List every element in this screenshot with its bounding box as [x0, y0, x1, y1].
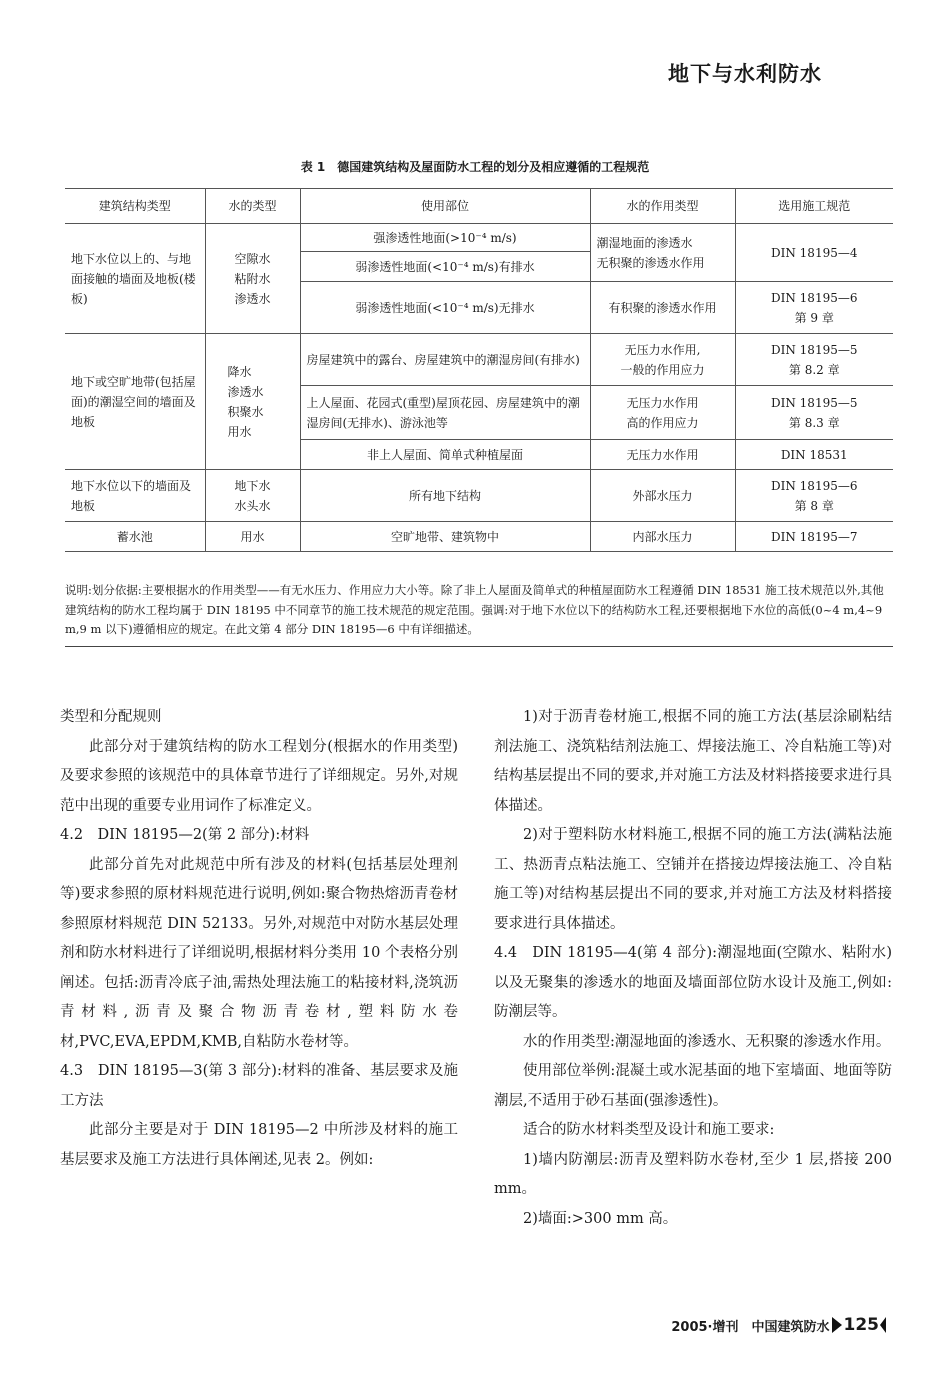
cell-water: 地下水 水头水 [205, 470, 300, 522]
cell-use: 空旷地带、建筑物中 [300, 522, 590, 552]
paragraph: 此部分首先对此规范中所有涉及的材料(包括基层处理剂等)要求参照的原材料规范进行说明,例如:聚合物热熔沥青卷材参照原材料规范 DIN 52133。另外,对规范中对防水基层处理剂和防水材料进行了详细说明,根据材料分类用 10 个表格分别阐述。包括:沥青冷底子油,需热处理法施工的粘接材料,浇筑沥青材料,沥青及聚合物沥青卷材,塑料防水卷材,PVC,EVA,EPDM,KMB,自粘防水卷材等。 [60, 856, 458, 1050]
table-row [65, 470, 893, 522]
left-column [60, 703, 458, 1175]
cell-effect: 无压力水作用 高的作用应力 [590, 386, 735, 440]
cell-effect: 潮湿地面的渗透水 无积聚的渗透水作用 [590, 224, 735, 282]
section-heading: 4.4 DIN 18195—4(第 4 部分):潮湿地面(空隙水、粘附水)以及无聚集的渗透水的地面及墙面部位防水设计及施工,例如:防潮层等。 [494, 945, 892, 1020]
section-heading: 4.2 DIN 18195—2(第 2 部分):材料 [60, 827, 310, 843]
paragraph: 此部分主要是对于 DIN 18195—2 中所涉及材料的施工基层要求及施工方法进行具体阐述,见表 2。例如: [60, 1122, 458, 1168]
cell-water: 用水 [205, 522, 300, 552]
triangle-right-icon [832, 1317, 842, 1333]
cell-spec: DIN 18195—4 [735, 224, 893, 282]
cell-use: 非上人屋面、简单式种植屋面 [300, 440, 590, 470]
page-footer [671, 1315, 886, 1335]
cell-use: 所有地下结构 [300, 470, 590, 522]
journal-name: 2005·增刊 中国建筑防水 [671, 1319, 830, 1335]
paragraph: 适合的防水材料类型及设计和施工要求: [523, 1122, 775, 1138]
standards-table [65, 188, 893, 552]
cell-use: 弱渗透性地面(<10⁻⁴ m/s)无排水 [300, 282, 590, 334]
page-number: 125 [843, 1315, 879, 1335]
cell-structure: 蓄水池 [65, 522, 205, 552]
cell-spec: DIN 18195—5 第 8.3 章 [735, 386, 893, 440]
cell-effect: 有积聚的渗透水作用 [590, 282, 735, 334]
cell-spec: DIN 18195—6 第 8 章 [735, 470, 893, 522]
section-heading: 4.3 DIN 18195—3(第 3 部分):材料的准备、基层要求及施工方法 [60, 1063, 458, 1109]
cell-spec: DIN 18531 [735, 440, 893, 470]
table-row [65, 334, 893, 386]
right-column [494, 703, 892, 1234]
page-header-title: 地下与水利防水 [668, 62, 822, 86]
cell-effect: 外部水压力 [590, 470, 735, 522]
header-use: 使用部位 [300, 189, 590, 224]
cell-use: 强渗透性地面(>10⁻⁴ m/s) [300, 224, 590, 252]
triangle-left-icon [880, 1317, 886, 1333]
header-spec: 选用施工规范 [735, 189, 893, 224]
table-row [65, 522, 893, 552]
table-caption: 表 1 德国建筑结构及屋面防水工程的划分及相应遵循的工程规范 [300, 160, 650, 174]
table-row [65, 224, 893, 252]
header-water: 水的类型 [205, 189, 300, 224]
table-note: 说明:划分依据:主要根据水的作用类型——有无水压力、作用应力大小等。除了非上人屋面及简单式的种植屋面防水工程遵循 DIN 18531 施工技术规范以外,其他建筑结构的防水工程均属于 DIN 18195 中不同章节的施工技术规范的规定范围。强调:对于地下水位以下的结构防水工程,还要根据地下水位的高低(0~4 m,4~9 m,9 m 以下)遵循相应的规定。在此文第 4 部分 DIN 18195—6 中有详细描述。 [65, 581, 893, 647]
paragraph: 使用部位举例:混凝土或水泥基面的地下室墙面、地面等防潮层,不适用于砂石基面(强渗透性)。 [494, 1063, 892, 1109]
cell-use: 上人屋面、花园式(重型)屋顶花园、房屋建筑中的潮湿房间(无排水)、游泳池等 [300, 386, 590, 440]
cell-structure: 地下水位以下的墙面及地板 [65, 470, 205, 522]
cell-effect: 内部水压力 [590, 522, 735, 552]
paragraph: 2)对于塑料防水材料施工,根据不同的施工方法(满粘法施工、热沥青点粘法施工、空铺并在搭接边焊接法施工、冷自粘施工等)对结构基层提出不同的要求,并对施工方法及材料搭接要求进行具体描述。 [494, 827, 892, 932]
cell-effect: 无压力水作用, 一般的作用应力 [590, 334, 735, 386]
paragraph: 水的作用类型:潮湿地面的渗透水、无积聚的渗透水作用。 [523, 1033, 891, 1050]
cell-structure: 地下或空旷地带(包括屋面)的潮湿空间的墙面及地板 [65, 334, 205, 470]
cell-spec: DIN 18195—7 [735, 522, 893, 552]
cell-use: 房屋建筑中的露台、房屋建筑中的潮湿房间(有排水) [300, 334, 590, 386]
cell-spec: DIN 18195—6 第 9 章 [735, 282, 893, 334]
cell-water: 降水 渗透水 积聚水 用水 [205, 334, 300, 470]
header-structure: 建筑结构类型 [65, 189, 205, 224]
header-effect: 水的作用类型 [590, 189, 735, 224]
section-heading: 类型和分配规则 [60, 709, 162, 725]
cell-spec: DIN 18195—5 第 8.2 章 [735, 334, 893, 386]
cell-effect: 无压力水作用 [590, 440, 735, 470]
cell-use: 弱渗透性地面(<10⁻⁴ m/s)有排水 [300, 252, 590, 282]
cell-water: 空隙水 粘附水 渗透水 [205, 224, 300, 334]
paragraph: 此部分对于建筑结构的防水工程划分(根据水的作用类型)及要求参照的该规范中的具体章节进行了详细规定。另外,对规范中出现的重要专业用词作了标准定义。 [60, 738, 458, 814]
cell-structure: 地下水位以上的、与地面接触的墙面及地板(楼板) [65, 224, 205, 334]
paragraph: 1)对于沥青卷材施工,根据不同的施工方法(基层涂刷粘结剂法施工、浇筑粘结剂法施工、焊接法施工、冷自粘施工等)对结构基层提出不同的要求,并对施工方法及材料搭接要求进行具体描述。 [494, 709, 892, 814]
paragraph: 2)墙面:>300 mm 高。 [523, 1210, 678, 1227]
paragraph: 1)墙内防潮层:沥青及塑料防水卷材,至少 1 层,搭接 200 mm。 [494, 1151, 892, 1197]
table-header-row [65, 189, 893, 224]
